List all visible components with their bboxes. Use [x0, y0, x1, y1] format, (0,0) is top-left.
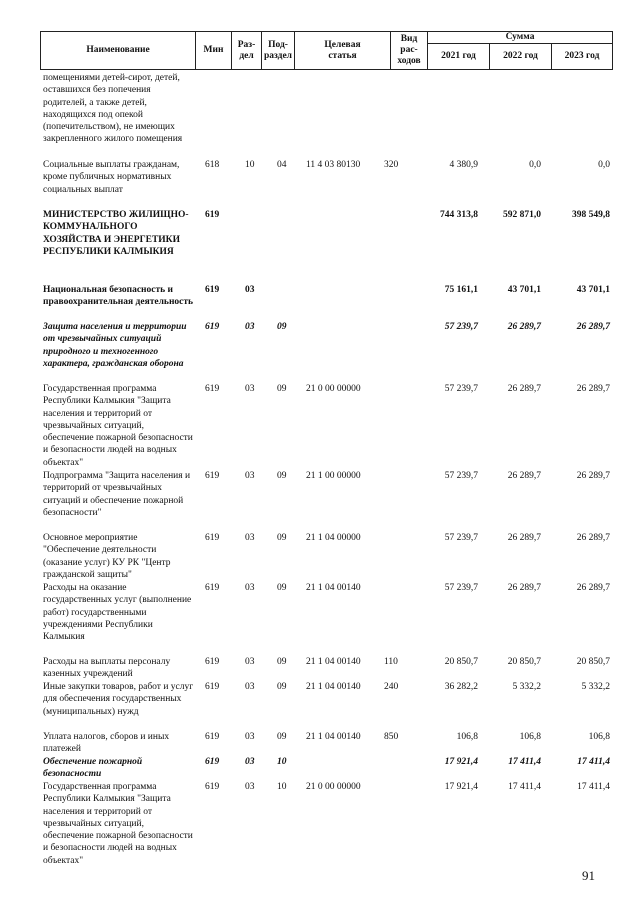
row-amount-y3: 26 289,7 [576, 384, 610, 394]
row-pr: 09 [277, 732, 287, 742]
row-amount-y2: 0,0 [529, 160, 541, 170]
table-header [40, 31, 613, 70]
row-amount-y2: 26 289,7 [507, 471, 541, 481]
row-amount-y3: 26 289,7 [576, 322, 610, 332]
row-amount-y2: 106,8 [519, 732, 541, 742]
row-amount-y3: 20 850,7 [576, 657, 610, 667]
row-rz: 10 [245, 160, 255, 170]
row-name: Социальные выплаты гражданам, кроме публичных нормативных социальных выплат [43, 160, 180, 195]
row-amount-y3: 26 289,7 [576, 533, 610, 543]
row-pr: 09 [277, 533, 287, 543]
row-name: Расходы на оказание государственных услуг (выполнение работ) государственными учреждениями Республики Калмыкия [43, 583, 192, 643]
row-pr: 09 [277, 384, 287, 394]
row-amount-y3: 26 289,7 [576, 471, 610, 481]
table-row [0, 681, 640, 731]
header-vid: Вид рас- ходов [391, 32, 428, 70]
row-amount-y1: 17 921,4 [444, 782, 478, 792]
table-row [0, 284, 640, 321]
row-amount-y1: 57 239,7 [444, 583, 478, 593]
table-row [0, 532, 640, 582]
row-min: 619 [205, 384, 220, 394]
table-row [0, 72, 640, 159]
row-rz: 03 [245, 757, 255, 767]
row-cs: 21 0 00 00000 [306, 384, 361, 394]
table-row [0, 209, 640, 284]
row-amount-y1: 106,8 [456, 732, 478, 742]
row-amount-y2: 26 289,7 [507, 583, 541, 593]
row-min: 619 [205, 782, 220, 792]
row-rz: 03 [245, 583, 255, 593]
row-name: Государственная программа Республики Калмыкия "Защита населения и территорий от чрезвычайных ситуаций, обеспечение пожарной безопасности и безопасности людей на водных объектах" [43, 782, 193, 866]
row-amount-y2: 592 871,0 [503, 210, 541, 220]
row-cs: 21 0 00 00000 [306, 782, 361, 792]
row-min: 619 [205, 533, 220, 543]
table-row [0, 582, 640, 656]
row-amount-y3: 398 549,8 [572, 210, 610, 220]
table-row [0, 656, 640, 681]
row-amount-y3: 26 289,7 [576, 583, 610, 593]
row-amount-y2: 17 411,4 [508, 757, 541, 767]
row-pr: 09 [277, 471, 287, 481]
header-summa: Сумма [428, 32, 613, 44]
row-amount-y3: 106,8 [588, 732, 610, 742]
row-rz: 03 [245, 782, 255, 792]
row-name: МИНИСТЕРСТВО ЖИЛИЩНО-КОММУНАЛЬНОГО ХОЗЯЙСТВА И ЭНЕРГЕТИКИ РЕСПУБЛИКИ КАЛМЫКИЯ [43, 210, 189, 257]
row-amount-y2: 26 289,7 [507, 384, 541, 394]
row-pr: 10 [277, 757, 287, 767]
row-vr: 850 [384, 732, 399, 742]
row-rz: 03 [245, 657, 255, 667]
row-amount-y1: 36 282,2 [444, 682, 478, 692]
row-name: Расходы на выплаты персоналу казенных учреждений [43, 657, 171, 680]
row-pr: 10 [277, 782, 287, 792]
row-amount-y3: 5 332,2 [581, 682, 610, 692]
row-amount-y1: 20 850,7 [444, 657, 478, 667]
row-vr: 240 [384, 682, 399, 692]
row-rz: 03 [245, 682, 255, 692]
table-row [0, 470, 640, 532]
row-amount-y2: 26 289,7 [507, 322, 541, 332]
row-name: Подпрограмма "Защита населения и территорий от чрезвычайных ситуаций и обеспечение пожарной безопасности" [43, 471, 191, 518]
row-cs: 21 1 04 00140 [306, 682, 361, 692]
row-pr: 09 [277, 682, 287, 692]
row-amount-y3: 17 411,4 [577, 782, 610, 792]
table-body [0, 72, 640, 868]
row-min: 619 [205, 322, 220, 332]
row-vr: 320 [384, 160, 399, 170]
row-pr: 09 [277, 657, 287, 667]
page-number: 91 [582, 868, 595, 883]
row-pr: 04 [277, 160, 287, 170]
row-cs: 21 1 04 00000 [306, 533, 361, 543]
table-row [0, 383, 640, 470]
row-cs: 21 1 00 00000 [306, 471, 361, 481]
row-name: Защита населения и территории от чрезвычайных ситуаций природного и техногенного характера, гражданская оборона [43, 322, 187, 369]
row-amount-y1: 57 239,7 [444, 322, 478, 332]
row-rz: 03 [245, 471, 255, 481]
row-amount-y2: 17 411,4 [508, 782, 541, 792]
row-rz: 03 [245, 732, 255, 742]
row-rz: 03 [245, 384, 255, 394]
row-name: Государственная программа Республики Калмыкия "Защита населения и территорий от чрезвычайных ситуаций, обеспечение пожарной безопасности и безопасности людей на водных объектах" [43, 384, 193, 468]
table-row [0, 321, 640, 383]
row-min: 619 [205, 285, 220, 295]
row-name: Обеспечение пожарной безопасности [43, 757, 143, 780]
row-amount-y1: 57 239,7 [444, 471, 478, 481]
header-name: Наименование [41, 32, 196, 70]
header-target: Целевая статья [295, 32, 391, 70]
row-cs: 21 1 04 00140 [306, 657, 361, 667]
table-row [0, 731, 640, 756]
row-min: 619 [205, 471, 220, 481]
row-amount-y1: 57 239,7 [444, 533, 478, 543]
header-razdel: Раз- дел [232, 32, 262, 70]
row-amount-y1: 4 380,9 [449, 160, 478, 170]
table-row [0, 756, 640, 781]
table-row [0, 781, 640, 868]
row-name: Основное мероприятие "Обеспечение деятельности (оказание услуг) КУ РК "Центр гражданской защиты" [43, 533, 171, 580]
row-pr: 09 [277, 583, 287, 593]
row-min: 619 [205, 757, 220, 767]
row-vr: 110 [384, 657, 398, 667]
row-min: 619 [205, 732, 220, 742]
row-name: Иные закупки товаров, работ и услуг для обеспечения государственных (муниципальных) нужд [43, 682, 194, 717]
header-2021: 2021 год [428, 44, 490, 70]
row-pr: 09 [277, 322, 287, 332]
row-min: 619 [205, 210, 220, 220]
row-amount-y1: 75 161,1 [444, 285, 478, 295]
row-amount-y1: 744 313,8 [440, 210, 478, 220]
row-amount-y3: 0,0 [598, 160, 610, 170]
row-rz: 03 [245, 533, 255, 543]
table-row [0, 159, 640, 209]
row-amount-y2: 26 289,7 [507, 533, 541, 543]
row-amount-y3: 43 701,1 [576, 285, 610, 295]
row-rz: 03 [245, 322, 255, 332]
row-amount-y2: 43 701,1 [507, 285, 541, 295]
row-amount-y1: 57 239,7 [444, 384, 478, 394]
row-name: Уплата налогов, сборов и иных платежей [43, 732, 170, 755]
header-2022: 2022 год [490, 44, 552, 70]
row-amount-y3: 17 411,4 [577, 757, 610, 767]
row-name: помещениями детей-сирот, детей, оставшихся без попечения родителей, а также детей, находящихся под опекой (попечительством), не имеющих закрепленного жилого помещения [43, 73, 183, 145]
row-name: Национальная безопасность и правоохранительная деятельность [43, 285, 194, 308]
row-min: 619 [205, 657, 220, 667]
row-amount-y1: 17 921,4 [444, 757, 478, 767]
header-2023: 2023 год [552, 44, 613, 70]
row-amount-y2: 5 332,2 [512, 682, 541, 692]
row-cs: 11 4 03 80130 [306, 160, 361, 170]
header-podrazdel: Под- раздел [262, 32, 295, 70]
row-amount-y2: 20 850,7 [507, 657, 541, 667]
row-min: 619 [205, 682, 220, 692]
row-cs: 21 1 04 00140 [306, 583, 361, 593]
row-min: 618 [205, 160, 220, 170]
row-min: 619 [205, 583, 220, 593]
row-cs: 21 1 04 00140 [306, 732, 361, 742]
row-rz: 03 [245, 285, 255, 295]
header-min: Мин [196, 32, 232, 70]
